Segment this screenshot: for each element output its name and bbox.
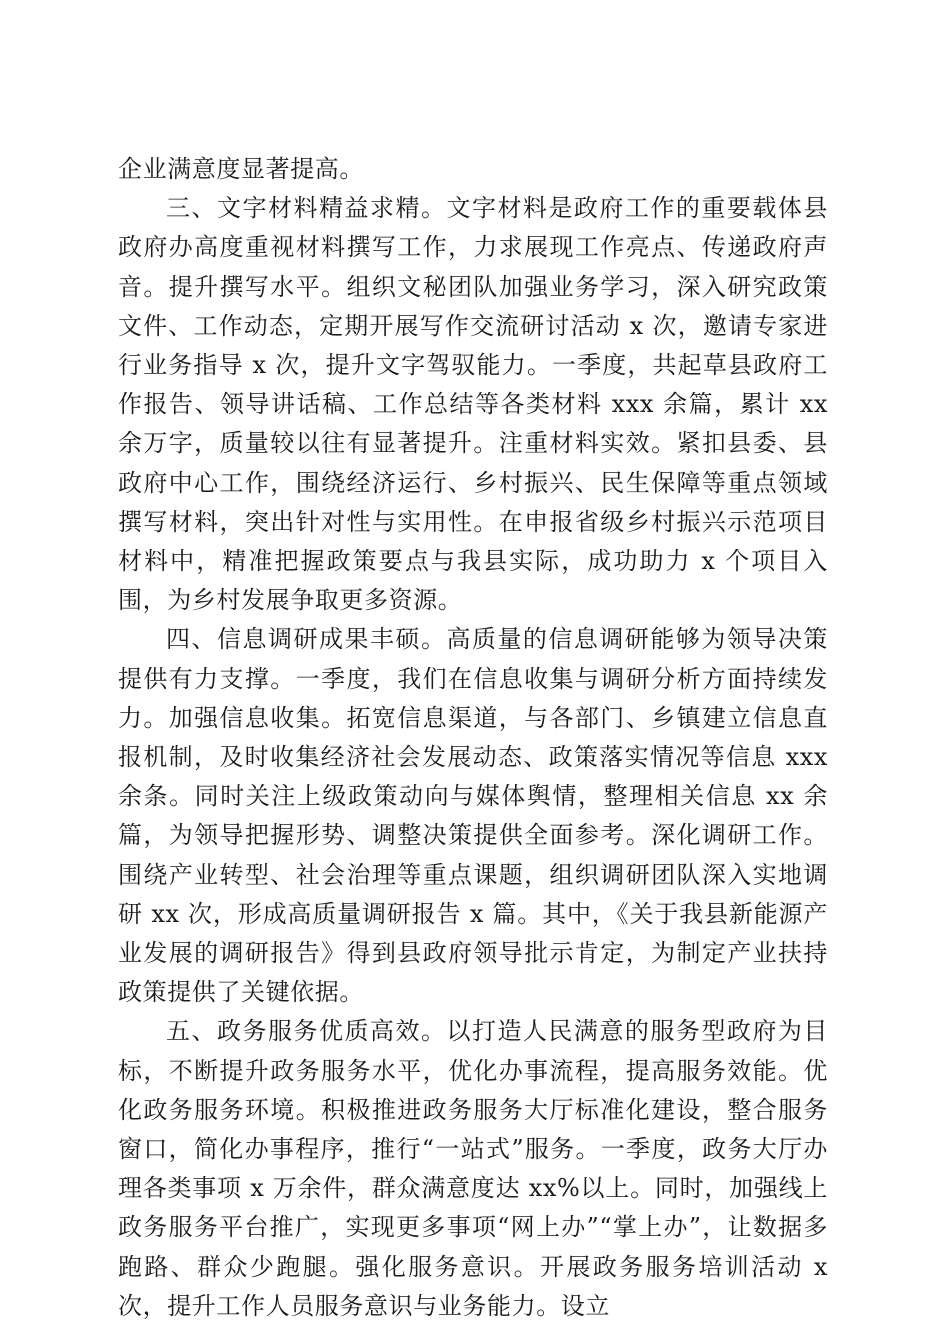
document-body — [118, 150, 828, 1326]
paragraph-section-four: 四、信息调研成果丰硕。高质量的信息调研能够为领导决策提供有力支撑。一季度，我们在信息收集与调研分析方面持续发力。加强信息收集。拓宽信息渠道，与各部门、乡镇建立信息直报机制，及时收集经济社会发展动态、政策落实情况等信息 xxx 余条。同时关注上级政策动向与媒体舆情，整理相关信息 xx 余篇，为领导把握形势、调整决策提供全面参考。深化调研工作。围绕产业转型、社会治理等重点课题，组织调研团队深入实地调研 xx 次，形成高质量调研报告 x 篇。其中，《关于我县新能源产业发展的调研报告》得到县政府领导批示肯定，为制定产业扶持政策提供了关键依据。 — [118, 625, 828, 1007]
paragraph-section-three: 三、文字材料精益求精。文字材料是政府工作的重要载体县政府办高度重视材料撰写工作，力求展现工作亮点、传递政府声音。提升撰写水平。组织文秘团队加强业务学习，深入研究政策文件、工作动态，定期开展写作交流研讨活动 x 次，邀请专家进行业务指导 x 次，提升文字驾驭能力。一季度，共起草县政府工作报告、领导讲话稿、工作总结等各类材料 xxx 余篇，累计 xx 余万字，质量较以往有显著提升。注重材料实效。紧扣县委、县政府中心工作，围绕经济运行、乡村振兴、民生保障等重点领域撰写材料，突出针对性与实用性。在申报省级乡村振兴示范项目材料中，精准把握政策要点与我县实际，成功助力 x 个项目入围，为乡村发展争取更多资源。 — [118, 194, 828, 615]
paragraph-section-five: 五、政务服务优质高效。以打造人民满意的服务型政府为目标，不断提升政务服务水平，优化办事流程，提高服务效能。优化政务服务环境。积极推进政务服务大厅标准化建设，整合服务窗口，简化办事程序，推行“一站式”服务。一季度，政务大厅办理各类事项 x 万余件，群众满意度达 xx%以上。同时，加强线上政务服务平台推广，实现更多事项“网上办”“掌上办”，让数据多跑路、群众少跑腿。强化服务意识。开展政务服务培训活动 x 次，提升工作人员服务意识与业务能力。设立 — [118, 1017, 828, 1320]
paragraph-continuation: 企业满意度显著提高。 — [118, 155, 364, 183]
